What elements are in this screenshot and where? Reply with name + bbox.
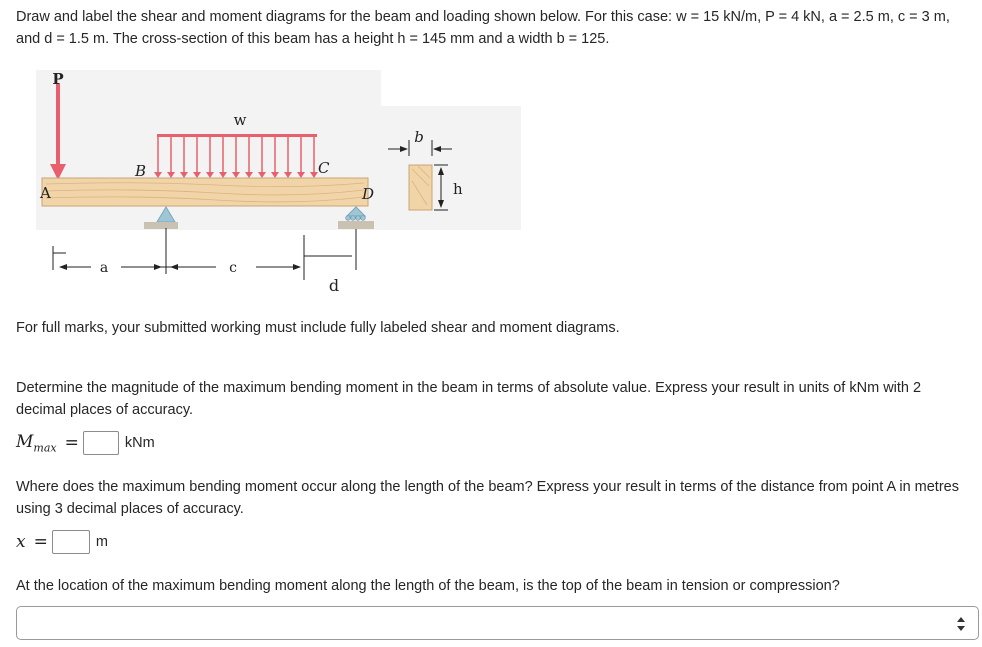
beam (42, 178, 368, 206)
question-note: For full marks, your submitted working must include fully labeled shear and moment diagrams. (16, 320, 620, 336)
part1-equals: = (64, 433, 79, 453)
beam-diagram (16, 60, 526, 306)
part2-prompt: Where does the maximum bending moment occur along the length of the beam? Express your result in terms of the distance from point A in metres using 3 decimal places of accuracy. (16, 479, 959, 517)
beam-figure (16, 60, 526, 306)
part3-prompt: At the location of the maximum bending moment along the length of the beam, is the top of the beam in tension or compression? (16, 578, 840, 594)
label-a: a (99, 260, 109, 276)
part2-answer-row (16, 528, 108, 556)
part1-answer-row (16, 429, 155, 457)
part2-equals: = (33, 532, 48, 552)
label-d: d (328, 276, 340, 295)
part1-label: $M_{max}$ (16, 431, 57, 455)
section-background (381, 106, 521, 230)
part2-label: x (16, 532, 26, 552)
select-arrows-icon (956, 616, 966, 632)
label-h: h (453, 180, 463, 198)
label-A: A (40, 184, 51, 202)
label-B: B (135, 162, 147, 180)
part2-unit: m (95, 534, 108, 550)
label-C: C (318, 159, 330, 177)
part1-unit: kNm (124, 435, 155, 451)
max-moment-input[interactable] (83, 431, 119, 455)
location-x-input[interactable] (52, 530, 90, 554)
label-D: D (362, 185, 375, 203)
tension-compression-select[interactable] (16, 606, 979, 640)
label-w: w (233, 111, 247, 129)
label-b: b (414, 128, 424, 146)
label-P: P (52, 70, 64, 88)
part1-prompt: Determine the magnitude of the maximum bending moment in the beam in terms of absolute value. Express your result in units of kNm with 2 decimal places of accuracy. (16, 380, 922, 418)
label-c: c (229, 260, 237, 276)
dimension-lines (53, 228, 356, 280)
question-intro: Draw and label the shear and moment diagrams for the beam and loading shown below. For this case: w = 15 kN/m, P = 4 kN, a = 2.5 m, c = 3 m, and d = 1.5 m. The cross-section of this beam has a height h = 145 mm and a width b = 125. (16, 9, 950, 47)
